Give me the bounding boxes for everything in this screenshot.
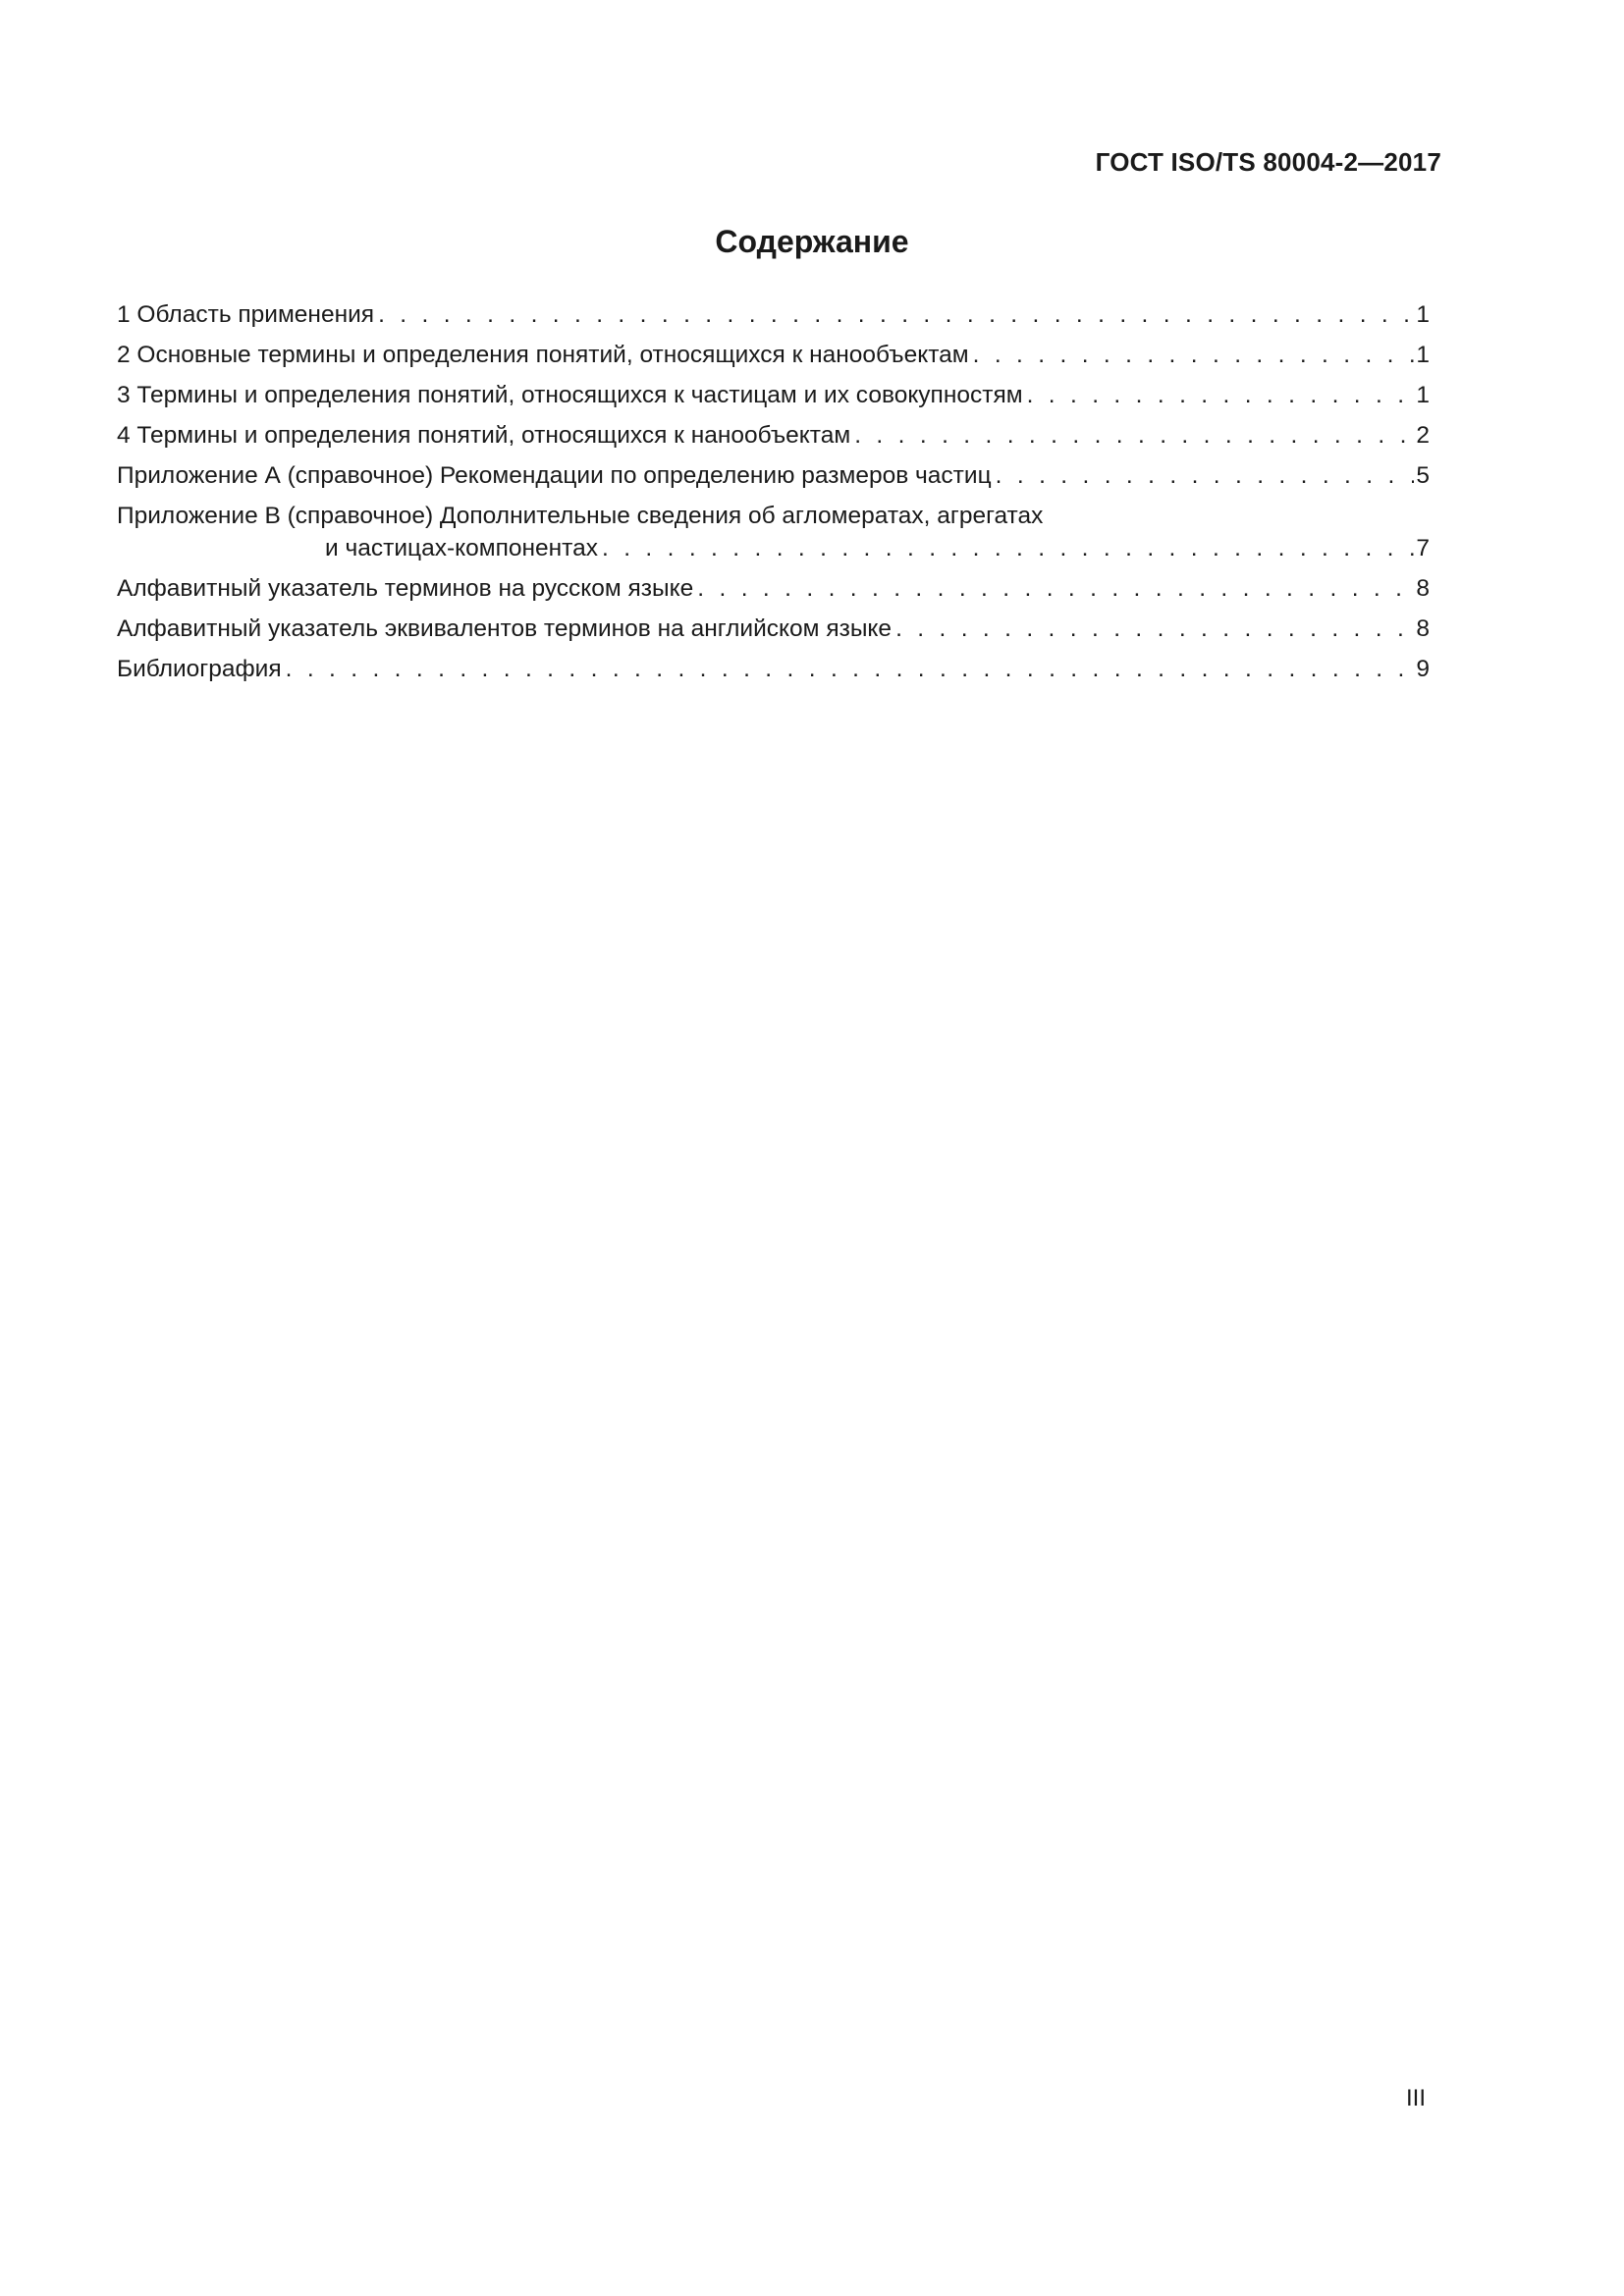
toc-entry-particle-terms[interactable] [117, 378, 1430, 418]
toc-entry-appendix-a[interactable] [117, 458, 1430, 499]
dot-leader [895, 612, 1414, 647]
toc-entry-text: 1 Область применения [117, 301, 375, 328]
dot-leader [854, 418, 1414, 454]
toc-entry-text: 3 Термины и определения понятий, относящихся к частицам и их совокупностям [117, 382, 1023, 408]
toc-entry-text: Библиография [117, 656, 282, 682]
toc-entry-text: Приложение А (справочное) Рекомендации по определению размеров частиц [117, 462, 992, 489]
toc-page-number: 1 [1416, 342, 1430, 368]
table-of-contents [117, 297, 1430, 692]
dot-leader [697, 571, 1414, 607]
dot-leader [602, 531, 1414, 566]
toc-entry-russian-index[interactable] [117, 571, 1430, 612]
toc-entry-english-index[interactable] [117, 612, 1430, 652]
dot-leader [378, 297, 1414, 333]
toc-page-number: 2 [1416, 422, 1430, 449]
toc-entry-text: Алфавитный указатель эквивалентов терминов на английском языке [117, 615, 893, 642]
toc-entry-bibliography[interactable] [117, 652, 1430, 692]
dot-leader [973, 338, 1415, 373]
page-title: Содержание [715, 224, 909, 259]
toc-page-number: 9 [1416, 656, 1430, 682]
document-code: ГОСТ ISO/TS 80004-2—2017 [1095, 147, 1441, 177]
dot-leader [1027, 378, 1415, 413]
toc-page-number: 8 [1416, 615, 1430, 642]
toc-page-number: 1 [1416, 382, 1430, 408]
toc-entry-basic-terms[interactable] [117, 338, 1430, 378]
toc-entry-text: Алфавитный указатель терминов на русском языке [117, 575, 694, 602]
dot-leader [286, 652, 1415, 687]
toc-page-number: 1 [1416, 301, 1430, 328]
toc-entry-text: 4 Термины и определения понятий, относящихся к нанообъектам [117, 422, 851, 449]
toc-page-number: 7 [1416, 535, 1430, 561]
toc-entry-text: 2 Основные термины и определения понятий, относящихся к нанообъектам [117, 342, 969, 368]
toc-entry-continuation: и частицах-компонентах [325, 535, 598, 561]
toc-entry-text: Приложение В (справочное) Дополнительные сведения об агломератах, агрегатах [117, 503, 1044, 529]
toc-entry-scope[interactable] [117, 297, 1430, 338]
toc-entry-nanoobject-terms[interactable] [117, 418, 1430, 458]
toc-entry-appendix-b[interactable] [117, 499, 1430, 571]
page-number: III [1405, 2085, 1426, 2111]
dot-leader [996, 458, 1415, 494]
toc-page-number: 5 [1416, 462, 1430, 489]
toc-page-number: 8 [1416, 575, 1430, 602]
